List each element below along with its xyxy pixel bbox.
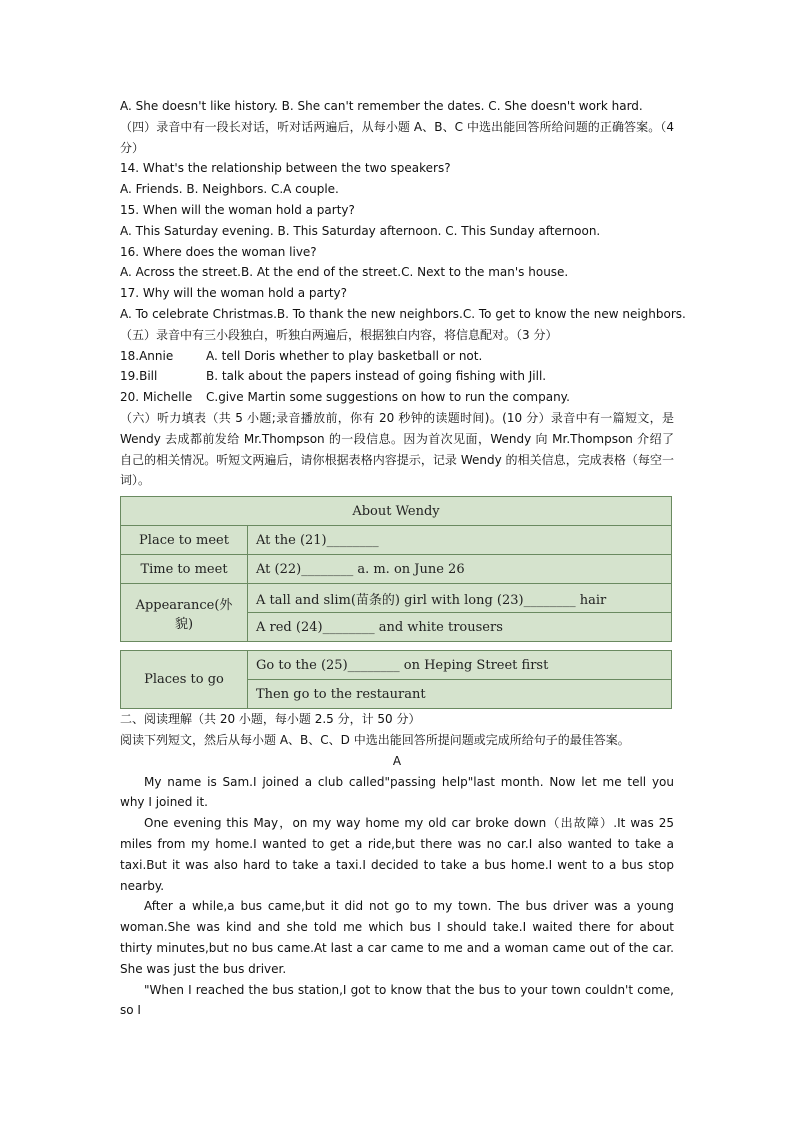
time-label: Time to meet (121, 555, 248, 584)
passage-label: A (392, 753, 402, 768)
table-header: About Wendy (121, 497, 672, 526)
question-17: 17. Why will the woman hold a party? (120, 286, 348, 301)
matching-name: 20. Michelle (120, 390, 193, 405)
question-17-options: A. To celebrate Christmas.B. To thank the new neighbors.C. To get to know the new neighbors. (120, 306, 686, 321)
matching-option: A. tell Doris whether to play basketball or not. (206, 348, 483, 363)
question-15: 15. When will the woman hold a party? (120, 202, 355, 217)
about-wendy-table (120, 496, 672, 642)
passage-paragraph: "When I reached the bus station,I got to know that the bus to your town couldn't come, so I (120, 982, 674, 1018)
places-table (120, 650, 672, 709)
question-14-options: A. Friends. B. Neighbors. C.A couple. (120, 182, 339, 197)
question-15-options: A. This Saturday evening. B. This Saturday afternoon. C. This Sunday afternoon. (120, 223, 601, 238)
passage-paragraph: After a while,a bus came,but it did not go to my town. The bus driver was a young woman.She was kind and she told me which bus I should take.I waited there for about thirty minutes,but no bus came.At last a car came to me and a woman came out of the car. She was just the bus driver. (120, 899, 674, 976)
question-16: 16. Where does the woman live? (120, 244, 317, 259)
question-14: 14. What's the relationship between the two speakers? (120, 161, 451, 176)
matching-row (120, 366, 674, 387)
matching-row (120, 346, 674, 367)
places-blank-25[interactable]: Go to the (25)________ on Heping Street first (248, 651, 672, 680)
q13-options: A. She doesn't like history. B. She can't remember the dates. C. She doesn't work hard. (120, 99, 643, 113)
passage-paragraph: My name is Sam.I joined a club called"passing help"last month. Now let me tell you why I joined it. (120, 774, 674, 810)
question-16-options: A. Across the street.B. At the end of the street.C. Next to the man's house. (120, 265, 569, 280)
section6-instructions: （六）听力填表（共 5 小题;录音播放前，你有 20 秒钟的读题时间)。(10 分）录音中有一篇短文，是 Wendy 去成都前发给 Mr.Thompson 的一段信息。因为首次见面，Wendy 向 Mr.Thompson 介绍了自己的相关情况。听短文两遍后，请你根据表格内容提示，记录 Wendy 的相关信息，完成表格（每空一词）。 (120, 410, 674, 488)
places-label: Places to go (121, 651, 248, 709)
appearance-label: Appearance(外貌) (121, 584, 248, 642)
section4-instructions: （四）录音中有一段长对话，听对话两遍后，从每小题 A、B、C 中选出能回答所给问题的正确答案。（4 分） (120, 119, 674, 155)
document-page (120, 96, 686, 1021)
part2-instructions: 阅读下列短文，然后从每小题 A、B、C、D 中选出能回答所提问题或完成所给句子的最佳答案。 (120, 732, 630, 747)
passage-paragraph: One evening this May，on my way home my old car broke down（出故障）.It was 25 miles from my home.I wanted to get a ride,but there was no car.I also wanted to take a taxi.But it was also hard to take a taxi.I decided to take a bus home.I went to a bus stop nearby. (120, 816, 674, 893)
time-blank-22[interactable]: At (22)________ a. m. on June 26 (248, 555, 672, 584)
place-blank-21[interactable]: At the (21)________ (248, 526, 672, 555)
matching-option: B. talk about the papers instead of going fishing with Jill. (206, 369, 547, 384)
matching-option: C.give Martin some suggestions on how to run the company. (206, 390, 570, 405)
places-restaurant: Then go to the restaurant (248, 680, 672, 709)
place-label: Place to meet (121, 526, 248, 555)
matching-name: 18.Annie (120, 348, 174, 363)
matching-row (120, 387, 674, 408)
appearance-blank-23[interactable]: A tall and slim(苗条的) girl with long (23)________ hair (248, 584, 672, 613)
part2-title: 二、阅读理解（共 20 小题，每小题 2.5 分，计 50 分） (120, 712, 421, 727)
section5-instructions: （五）录音中有三小段独白，听独白两遍后，根据独白内容，将信息配对。（3 分） (120, 327, 558, 342)
matching-name: 19.Bill (120, 369, 158, 384)
appearance-blank-24[interactable]: A red (24)________ and white trousers (248, 613, 672, 642)
